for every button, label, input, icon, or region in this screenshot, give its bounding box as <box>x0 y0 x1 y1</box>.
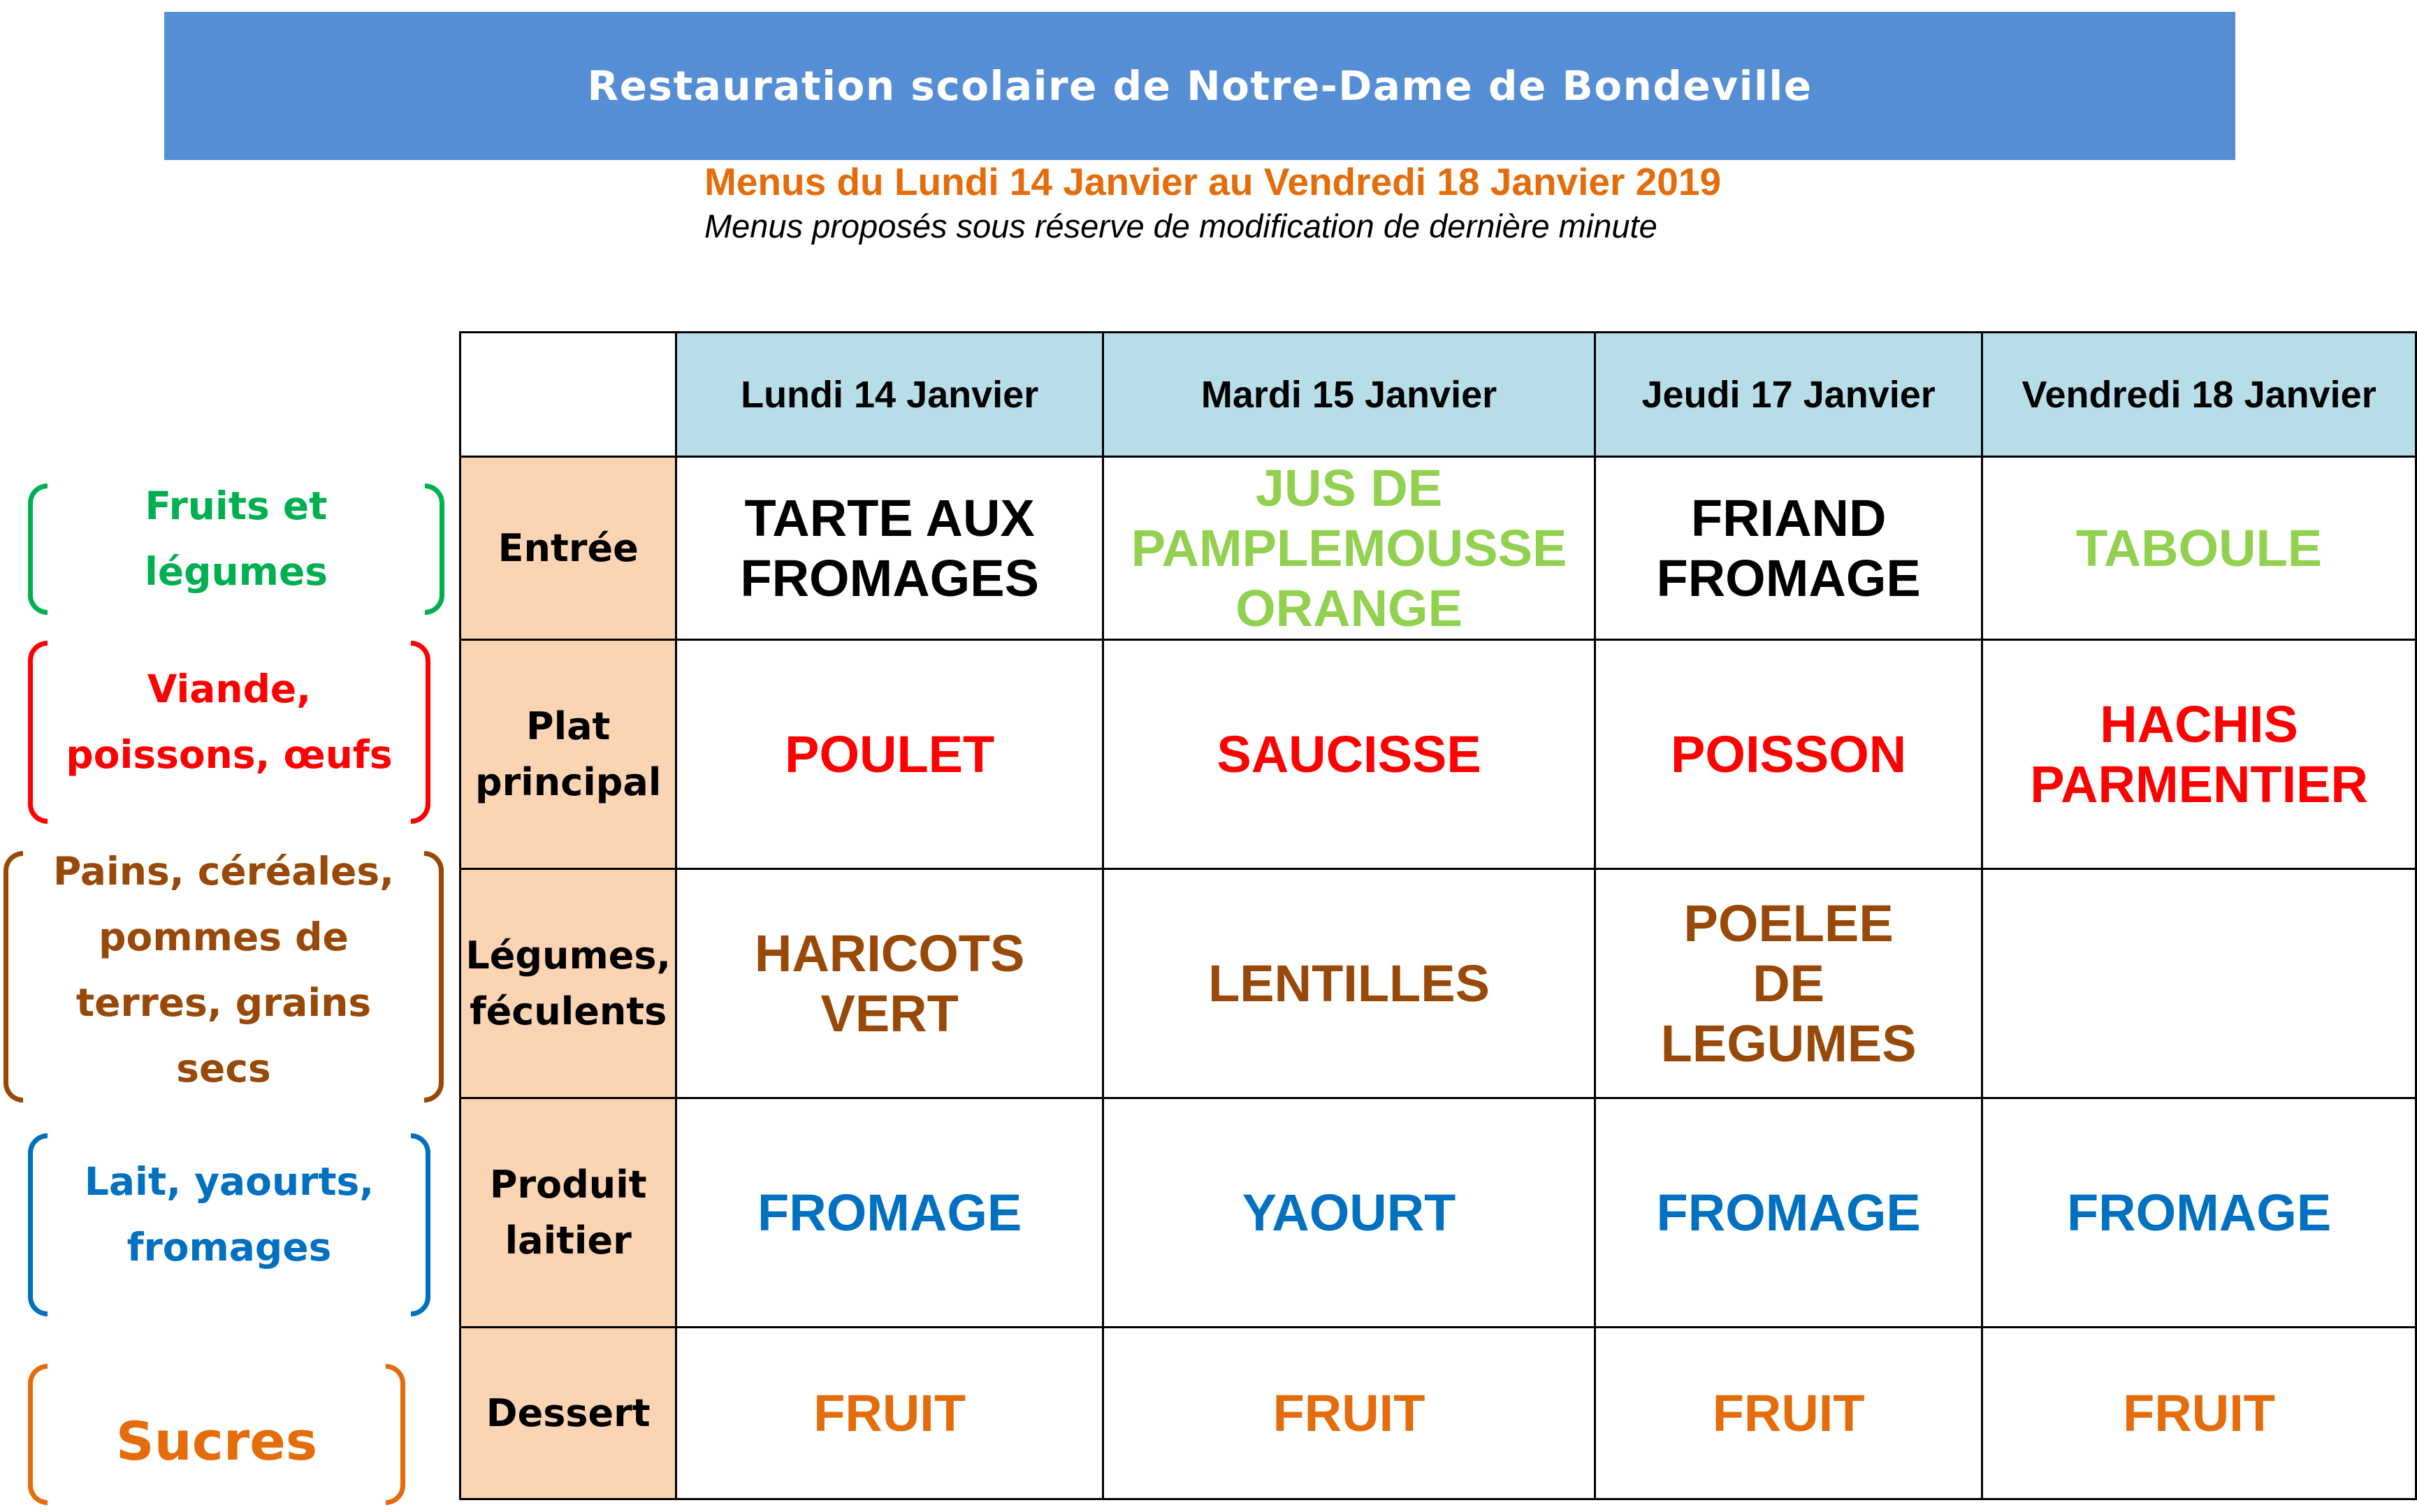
menu-cell: FRIAND FROMAGE <box>1595 457 1982 640</box>
legend-label: Sucres <box>115 1410 318 1472</box>
table-row <box>460 1098 2416 1328</box>
bracket-right <box>386 1364 405 1505</box>
table-corner-cell <box>460 333 676 457</box>
legend-label: Viande, poissons, œufs <box>66 667 393 777</box>
menu-cell: YAOURT <box>1103 1098 1595 1328</box>
legend-pains-cereales <box>3 851 444 1103</box>
menu-cell: FRUIT <box>1595 1328 1982 1499</box>
row-header: Dessert <box>460 1328 676 1499</box>
menu-cell: FRUIT <box>1982 1328 2416 1499</box>
legend-label: Fruits et légumes <box>144 484 328 594</box>
bracket-left <box>28 1133 48 1316</box>
table-row <box>460 869 2416 1098</box>
bracket-left <box>3 851 23 1103</box>
table-row <box>460 457 2416 640</box>
legend-fruits-legumes <box>28 484 444 615</box>
day-header: Vendredi 18 Janvier <box>1982 333 2416 457</box>
legend-lait-yaourts-fromages <box>28 1133 430 1316</box>
row-header: Plat principal <box>460 640 676 869</box>
bracket-right <box>425 484 444 615</box>
menu-cell: POISSON <box>1595 640 1982 869</box>
legend-label: Lait, yaourts, fromages <box>84 1159 375 1270</box>
legend-viande-poissons-oeufs <box>28 641 430 824</box>
legend-label: Pains, céréales, pommes de terres, grains secs <box>53 849 394 1091</box>
legend-sucres <box>28 1364 405 1505</box>
bracket-right <box>411 641 430 824</box>
menu-cell: HACHIS PARMENTIER <box>1982 640 2416 869</box>
menu-cell: FRUIT <box>1103 1328 1595 1499</box>
row-header: Produit laitier <box>460 1098 676 1328</box>
table-row <box>460 1328 2416 1499</box>
bracket-right <box>411 1133 430 1316</box>
menu-cell: FROMAGE <box>676 1098 1103 1328</box>
menu-date-range: Menus du Lundi 14 Janvier au Vendredi 18 Janvier 2019 <box>704 160 1722 203</box>
day-header: Mardi 15 Janvier <box>1103 333 1595 457</box>
menu-cell: TABOULE <box>1982 457 2416 640</box>
menu-cell: FROMAGE <box>1595 1098 1982 1328</box>
page-title: Restauration scolaire de Notre-Dame de Bondeville <box>587 62 1813 110</box>
bracket-left <box>28 641 48 824</box>
table-header-row <box>460 333 2416 457</box>
menu-cell <box>1982 869 2416 1098</box>
row-header: Entrée <box>460 457 676 640</box>
menu-cell: POULET <box>676 640 1103 869</box>
bracket-right <box>424 851 444 1103</box>
menu-cell: HARICOTS VERT <box>676 869 1103 1098</box>
menu-cell: TARTE AUX FROMAGES <box>676 457 1103 640</box>
menu-cell: FRUIT <box>676 1328 1103 1499</box>
bracket-left <box>28 484 48 615</box>
table-row <box>460 640 2416 869</box>
row-header: Légumes, féculents <box>460 869 676 1098</box>
bracket-left <box>28 1364 48 1505</box>
menu-cell: SAUCISSE <box>1103 640 1595 869</box>
title-banner <box>164 12 2235 160</box>
disclaimer-note: Menus proposés sous réserve de modification de dernière minute <box>704 208 1657 245</box>
day-header: Jeudi 17 Janvier <box>1595 333 1982 457</box>
menu-cell: JUS DE PAMPLEMOUSSE ORANGE <box>1103 457 1595 640</box>
menu-cell: POELEE DE LEGUMES <box>1595 869 1982 1098</box>
day-header: Lundi 14 Janvier <box>676 333 1103 457</box>
menu-table <box>459 331 2417 1500</box>
menu-cell: FROMAGE <box>1982 1098 2416 1328</box>
menu-cell: LENTILLES <box>1103 869 1595 1098</box>
